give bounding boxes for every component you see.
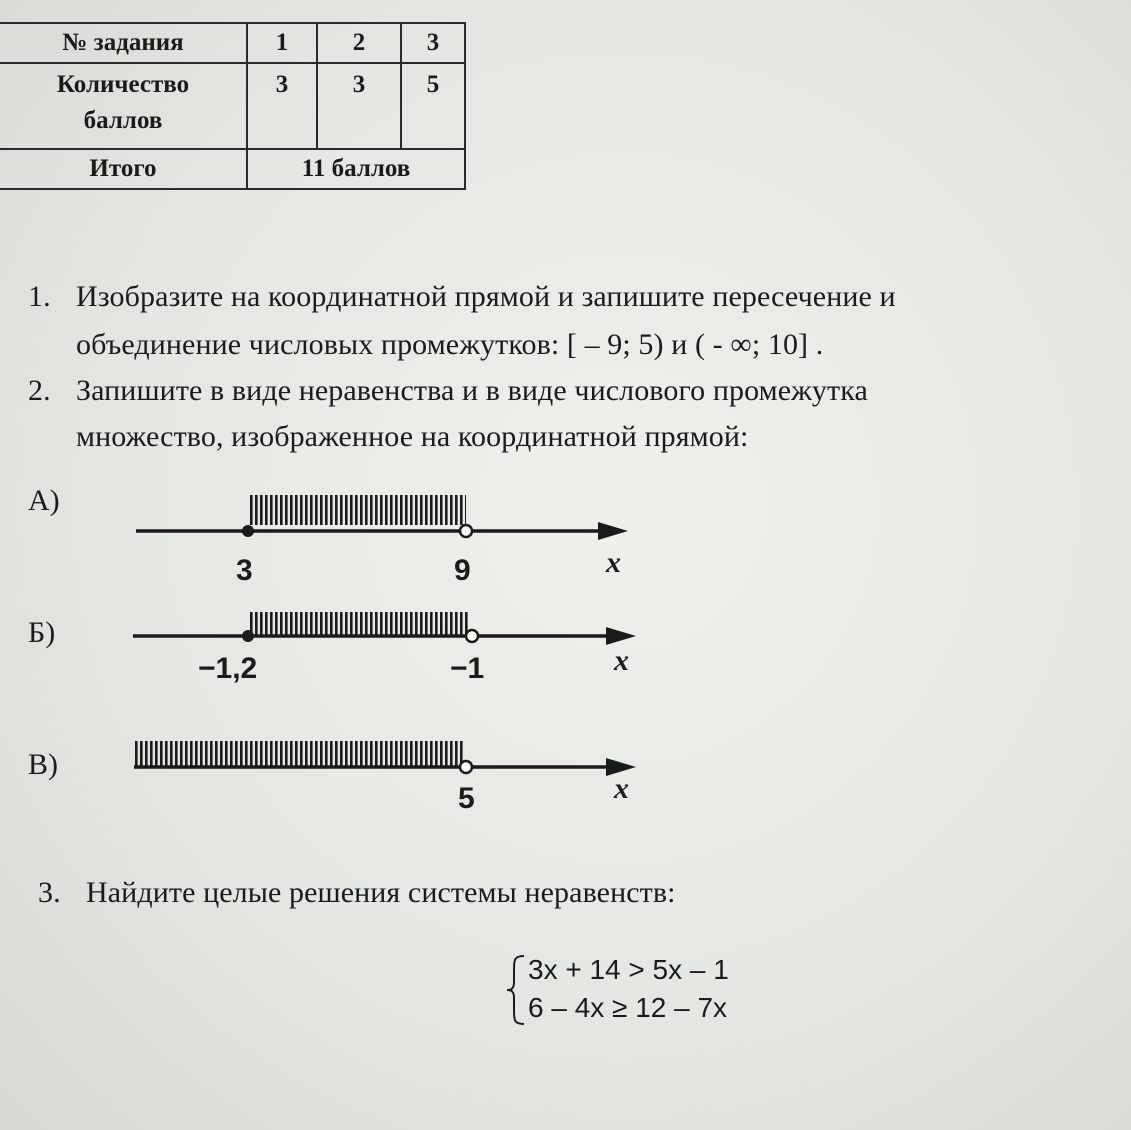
arrow-a xyxy=(598,522,628,540)
shading-a xyxy=(248,495,466,525)
closed-point-b xyxy=(242,630,254,642)
number-line-b xyxy=(133,612,636,645)
table-cell: 1 xyxy=(247,23,317,63)
points-label-line1: Количество xyxy=(56,71,190,98)
task2-text-line1: Запишите в виде неравенства и в виде числового промежутка xyxy=(76,374,868,407)
open-point-v xyxy=(460,761,472,773)
task3-number: 3. xyxy=(38,876,61,909)
open-point-b xyxy=(466,630,478,642)
closed-point-a xyxy=(242,525,254,537)
points-label-line2: баллов xyxy=(83,107,163,134)
table-cell: Итого xyxy=(0,149,247,189)
tick-label-b-right: −1 xyxy=(450,652,485,685)
tick-label-a-right: 9 xyxy=(454,554,471,587)
option-b-label: Б) xyxy=(28,616,56,649)
number-line-a xyxy=(136,495,628,540)
task1-number: 1. xyxy=(28,280,51,313)
task2-text-line2: множество, изображенное на координатной прямой: xyxy=(76,420,749,453)
table-cell: 3 xyxy=(247,63,317,149)
number-line-v xyxy=(134,741,636,776)
table-cell: № задания xyxy=(0,23,247,63)
task3-line xyxy=(38,876,676,910)
tick-label-b-left: −1,2 xyxy=(198,652,258,685)
axis-x-label-a: x xyxy=(606,546,621,579)
shading-b xyxy=(248,612,470,636)
tick-label-a-left: 3 xyxy=(236,554,253,587)
arrow-b xyxy=(606,627,636,645)
task1-text-line1: Изобразите на координатной прямой и запишите пересечение и xyxy=(76,280,896,313)
table-cell: 3 xyxy=(317,63,401,149)
task3-text: Найдите целые решения системы неравенств: xyxy=(86,876,676,909)
table-cell: 2 xyxy=(317,23,401,63)
table-cell: 3 xyxy=(401,23,465,63)
system-row-2: 6 – 4x ≥ 12 – 7x xyxy=(528,992,728,1023)
task2-number: 2. xyxy=(28,374,51,407)
table-cell: 5 xyxy=(401,63,465,149)
brace-icon xyxy=(504,952,526,1028)
option-v-label: В) xyxy=(28,748,58,781)
shading-v xyxy=(134,741,464,767)
task1-text-line2: объединение числовых промежутков: [ – 9; 5) и ( - ∞; 10] . xyxy=(76,328,824,361)
system-row-1: 3x + 14 > 5x – 1 xyxy=(528,954,729,985)
tick-label-v-right: 5 xyxy=(458,782,475,815)
open-point-a xyxy=(460,525,472,537)
axis-x-label-v: x xyxy=(614,772,629,805)
table-cell: 11 баллов xyxy=(247,149,465,189)
option-a-label: А) xyxy=(28,484,60,517)
axis-x-label-b: x xyxy=(614,644,629,677)
